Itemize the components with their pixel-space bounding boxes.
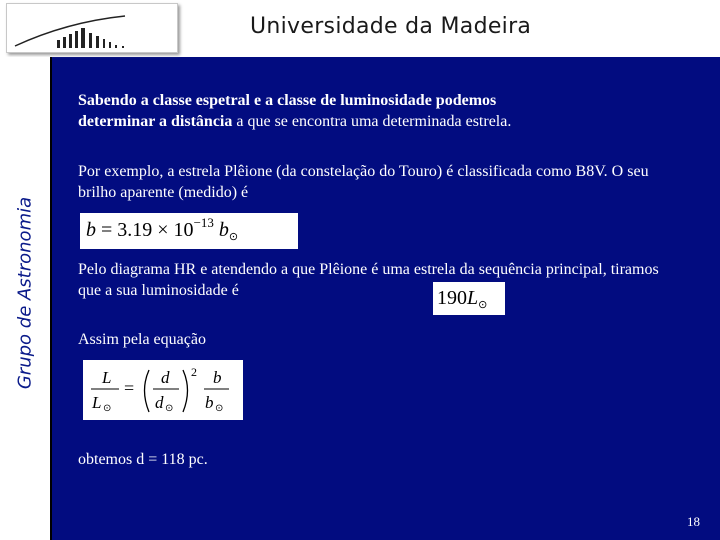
eq-rhs-num: b (213, 368, 222, 387)
equation-graphic (83, 360, 243, 420)
eq-paren-right (183, 370, 188, 412)
sidebar-divider (50, 57, 52, 540)
brightness-unit-sub: ⊙ (228, 231, 239, 243)
distance-equation (83, 360, 243, 420)
intro-bold-b: determinar a distância (78, 113, 233, 130)
header-title: Universidade da Madeira (250, 14, 532, 39)
eq-paren-left (145, 370, 150, 412)
intro-rest: a que se encontra uma determinada estrela. (232, 113, 512, 130)
eq-mid-den: d (155, 393, 164, 412)
eq-mid-sun: ⊙ (165, 403, 174, 414)
intro-paragraph (78, 90, 678, 132)
sidebar-label (8, 165, 42, 420)
header-bar (0, 0, 720, 57)
equation-intro: Assim pela equação (78, 331, 206, 348)
example-paragraph: Por exemplo, a estrela Plêione (da constelação do Touro) é classificada como B8V. O seu brilho aparente (medido) é (78, 163, 649, 201)
eq-lhs-sun: ⊙ (103, 403, 112, 414)
eq-lhs-num: L (102, 368, 112, 387)
brightness-unit: b (218, 219, 229, 241)
logo-graphic (7, 4, 177, 52)
brightness-exp: −13 (193, 215, 214, 230)
intro-bold-a: Sabendo a classe espetral e a classe de luminosidade podemos (78, 92, 497, 109)
eq-exponent: 2 (191, 365, 197, 379)
eq-rhs-sun: ⊙ (215, 403, 224, 414)
sidebar-label-text: Grupo de Astronomia (14, 196, 36, 389)
brightness-var: b (86, 219, 96, 241)
result-paragraph: obtemos d = 118 pc. (78, 451, 208, 468)
brightness-eq: = 3.19 × 10 (101, 219, 194, 241)
page-number: 18 (687, 514, 700, 529)
hr-paragraph: Pelo diagrama HR e atendendo a que Plêione é uma estrela da sequência principal, tiramos que a sua luminosidade é (78, 261, 659, 299)
eq-lhs-den: L (92, 393, 102, 412)
luminosity-formula (433, 282, 505, 315)
eq-rhs-den: b (205, 393, 214, 412)
eq-equals: = (124, 378, 135, 398)
luminosity-num: 190 (437, 287, 467, 309)
eq-mid-num: d (161, 368, 170, 387)
luminosity-unit-sub: ⊙ (478, 299, 488, 311)
logo (6, 3, 178, 53)
brightness-formula (80, 213, 298, 249)
luminosity-unit: L (467, 287, 479, 309)
